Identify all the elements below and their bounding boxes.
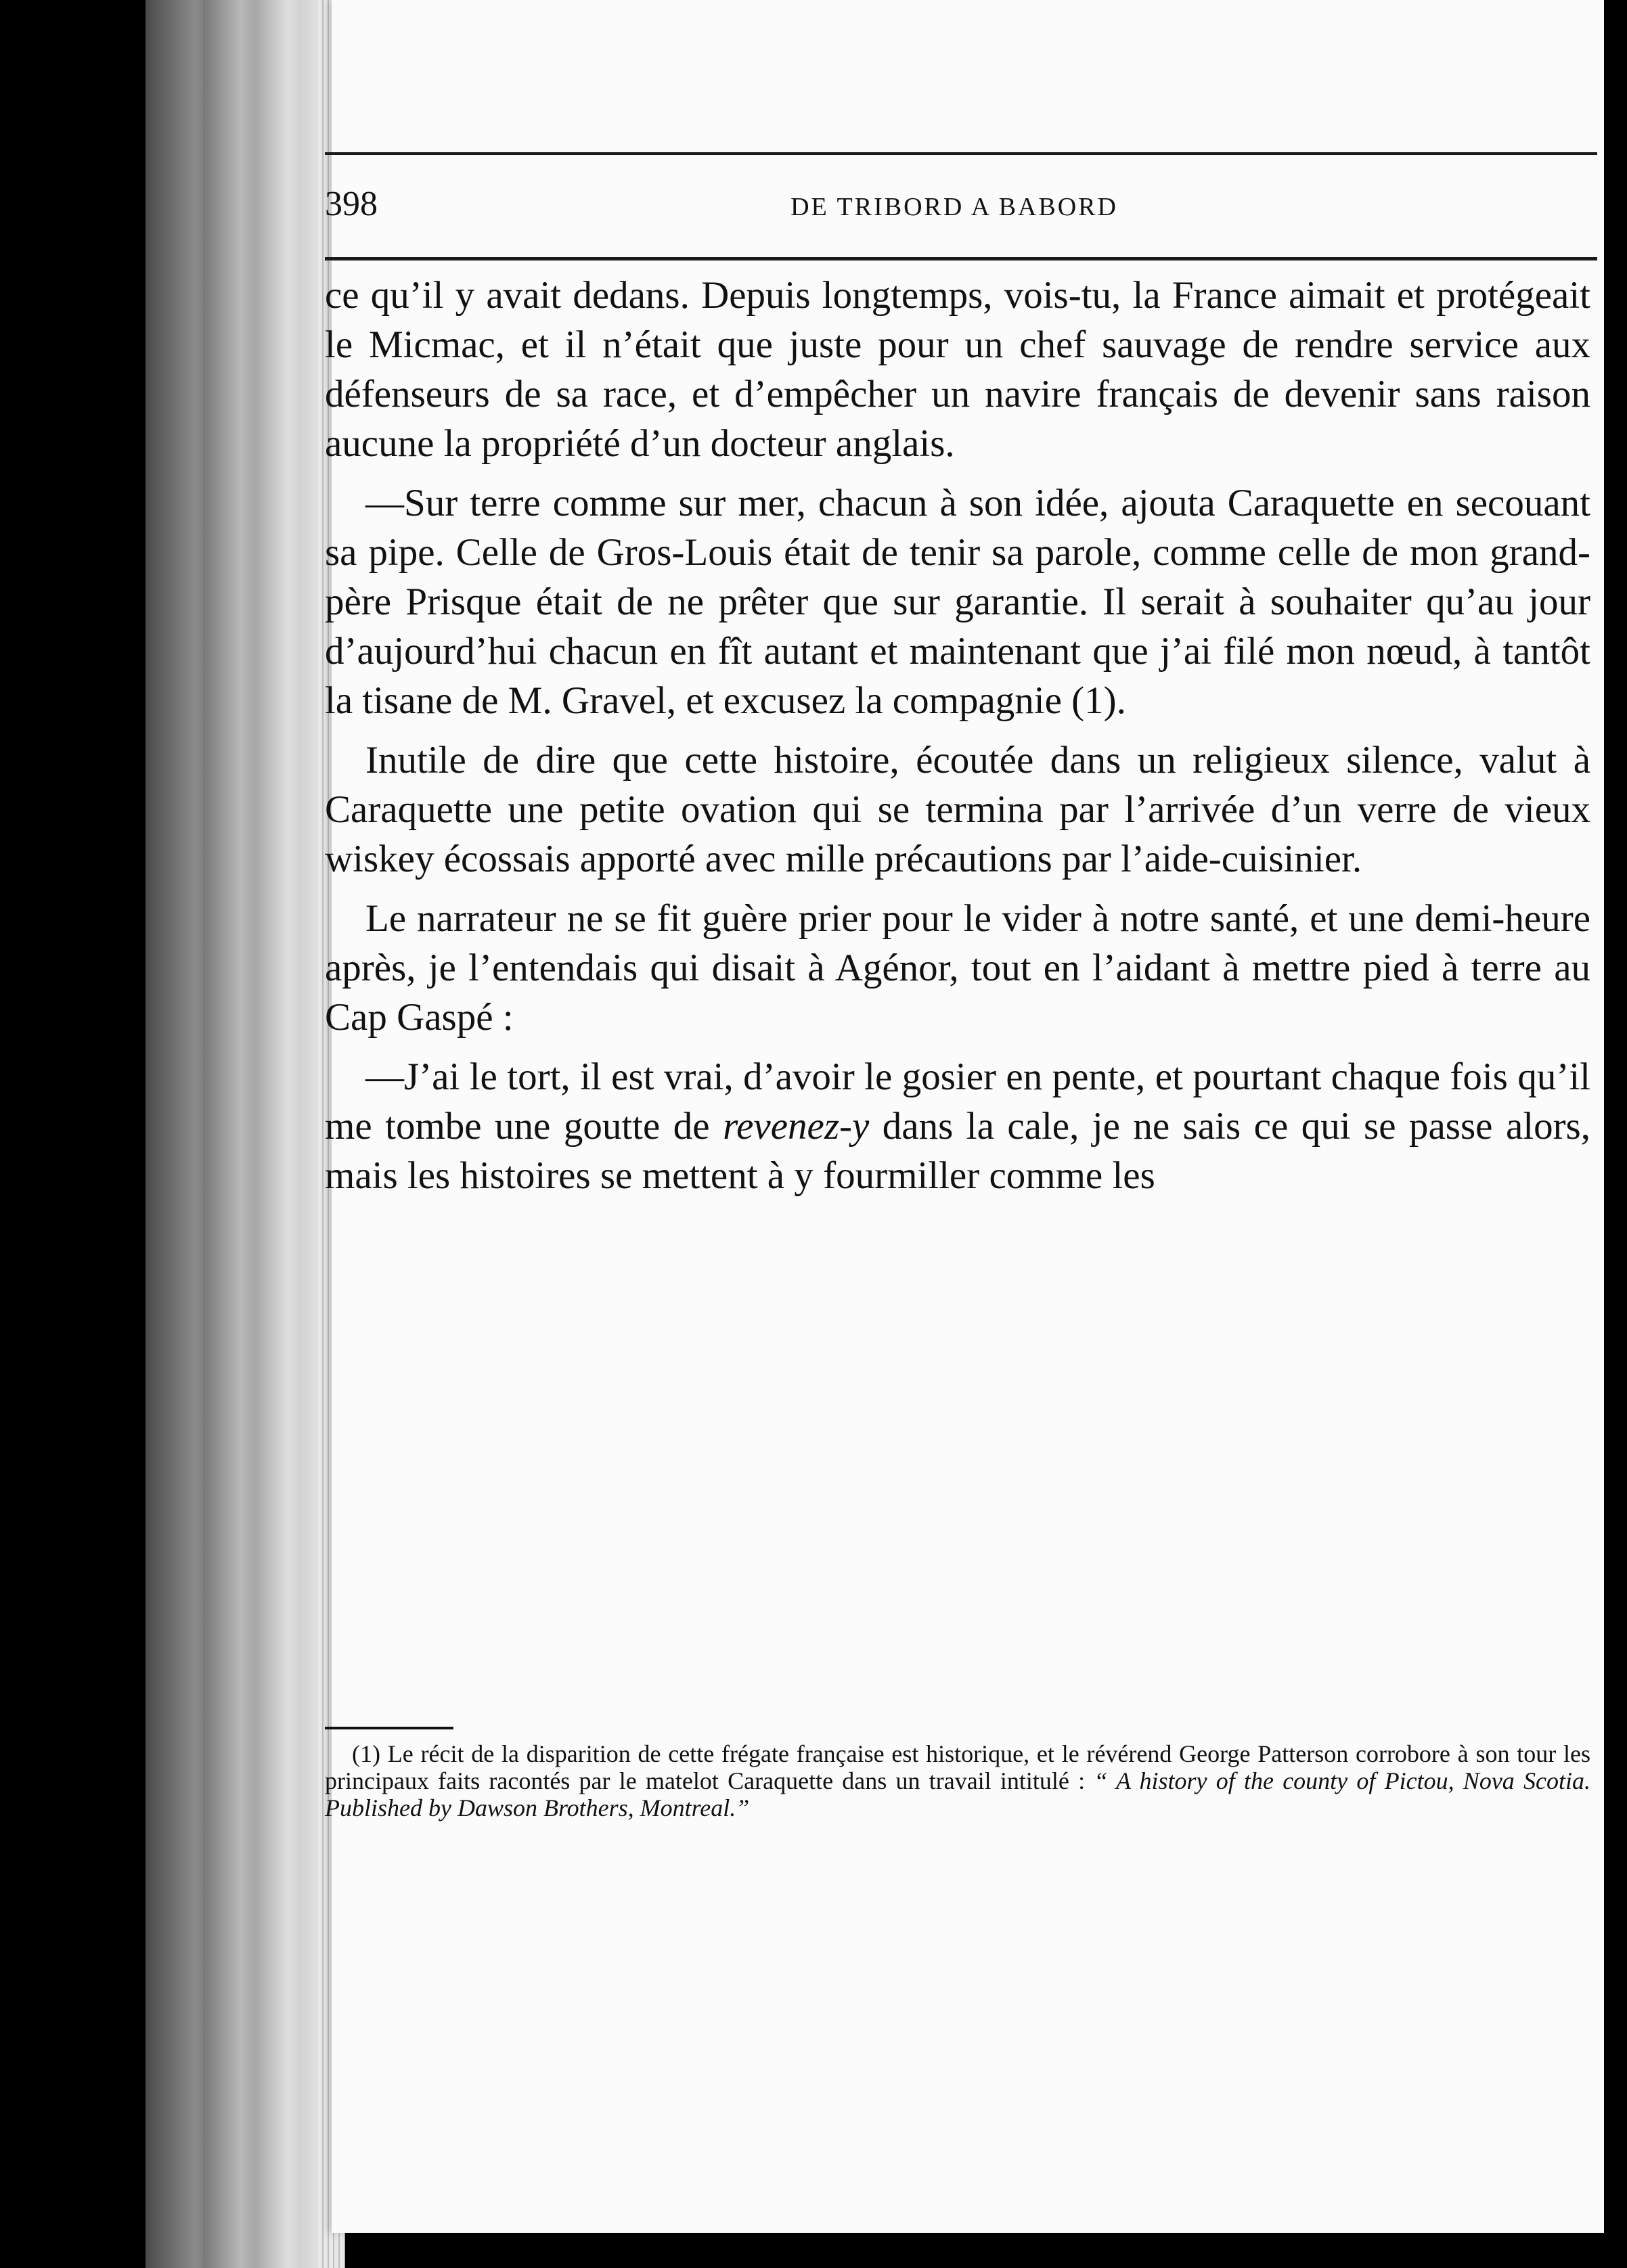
italic-phrase: revenez-y [723,1105,870,1148]
paragraph: ce qu’il y avait dedans. Depuis longtemps, vois-tu, la France aimait et protégeait le Micmac, et il n’était que juste pour un chef sauvage de rendre service aux défenseurs de sa race, et d’empêcher un navire français de devenir sans raison aucune la propriété d’un docteur anglais. [325,274,1590,465]
footnote-rule [325,1727,453,1729]
paragraph-text: —J’ai le tort, il est vrai, d’avoir le gosier en pente, et pourtant chaque fois qu’il me tombe une goutte de [325,1056,1590,1148]
footnote-marker: (1) [352,1740,380,1767]
paragraph: Inutile de dire que cette histoire, écoutée dans un religieux silence, valut à Caraquette une petite ovation qui se termina par l’arrivée d’un verre de vieux wiskey écossais apporté avec mille précautions par l’aide-cuisinier. [325,739,1590,880]
footnote-citation: “ A history of the county of Pictou, Nova Scotia. Published by Dawson Brothers, Montreal.” [325,1767,1591,1821]
page-header [325,176,1597,237]
page-number: 398 [325,185,378,223]
paragraph: —Sur terre comme sur mer, chacun à son idée, ajouta Caraquette en secouant sa pipe. Celle de Gros-Louis était de tenir sa parole, comme celle de mon grand-père Prisque était de ne prêter que sur garantie. Il serait à souhaiter qu’au jour d’aujourd’hui chacun en fît autant et maintenant que j’ai filé mon nœud, à tantôt la tisane de M. Gravel, et excusez la compagnie (1). [325,482,1590,722]
header-rule-top [325,152,1597,155]
paragraph [325,1052,1590,1200]
paragraph: Le narrateur ne se fit guère prier pour le vider à notre santé, et une demi-heure après, je l’entendais qui disait à Agénor, tout en l’aidant à mettre pied à terre au Cap Gaspé : [325,897,1590,1039]
footnote [325,1740,1590,1821]
footnote-text: Le récit de la disparition de cette frégate française est historique, et le révérend George Patterson corrobore à son tour les principaux faits racontés par le matelot Caraquette dans un travail intitulé : [325,1740,1590,1794]
body-text [325,271,1590,1210]
running-title: DE TRIBORD A BABORD [790,193,1118,221]
header-rule-bottom [325,257,1597,260]
paragraph-text: dans la cale, je ne sais ce qui se passe alors, mais les histoires se mettent à y fourmiller comme les [325,1105,1590,1197]
